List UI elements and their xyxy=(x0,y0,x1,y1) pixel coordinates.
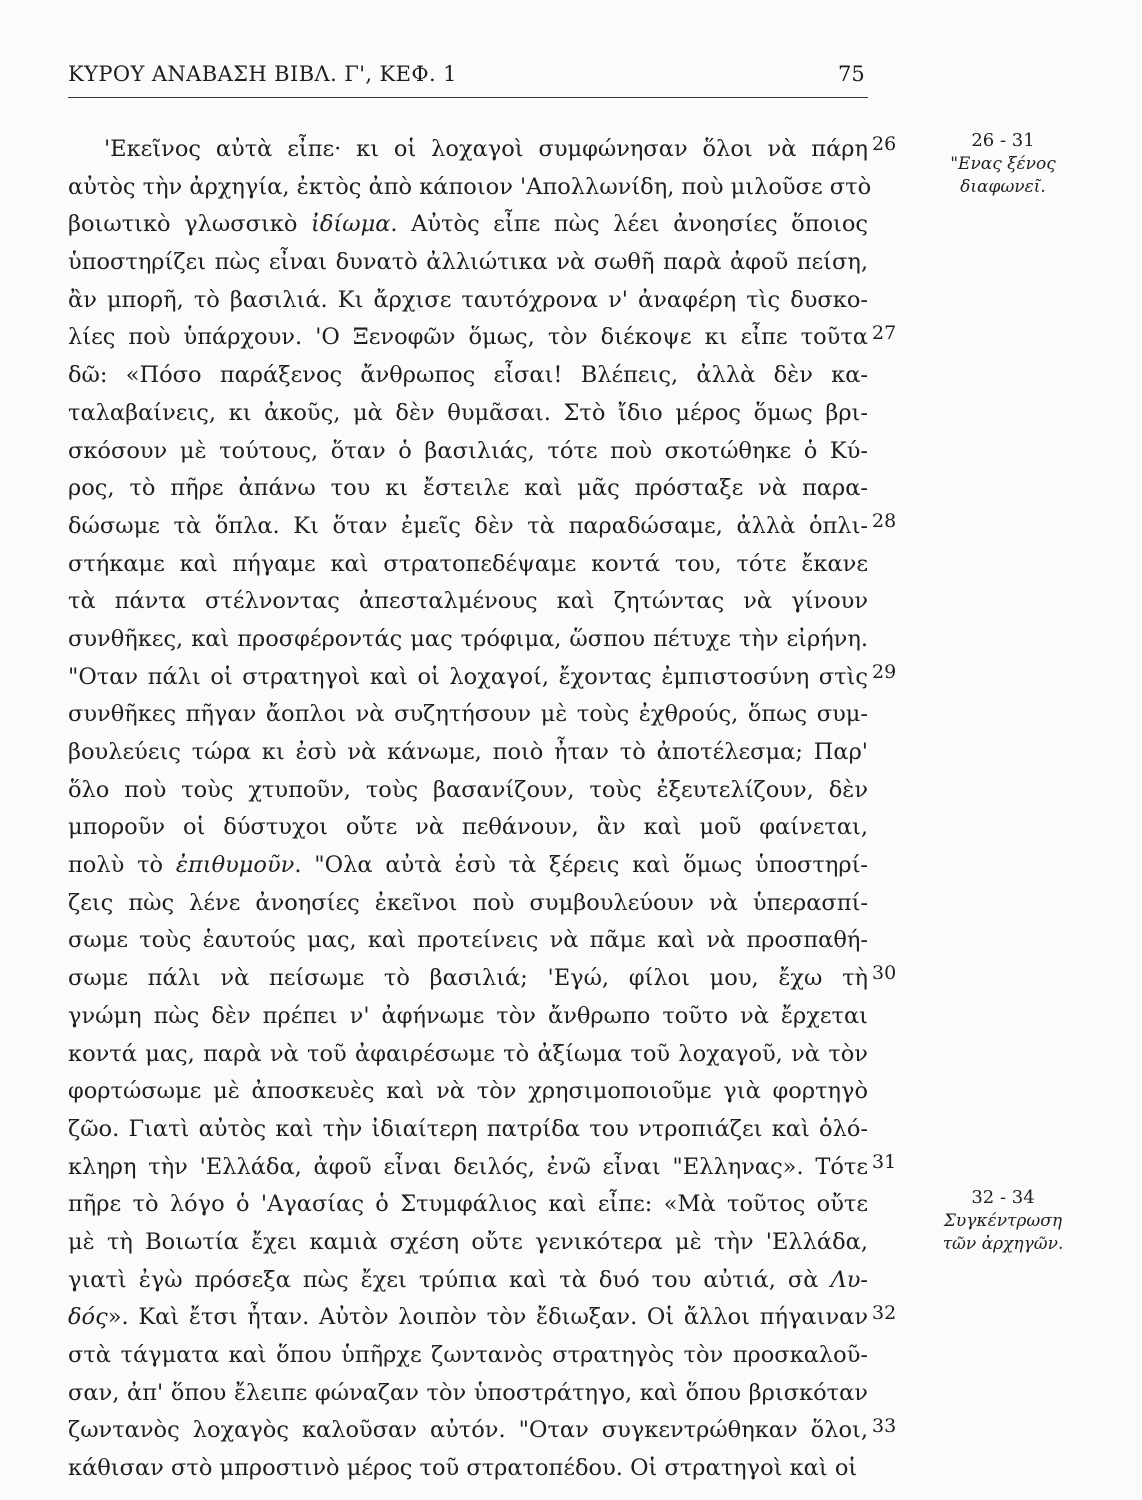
text-line: 'Εκεῖνος αὐτὰ εἶπε· κι οἱ λοχαγοὶ συμφώνησαν ὅλοι νὰ πάρη xyxy=(104,136,868,162)
text-line: τὰ πάντα στέλνοντας ἀπεσταλμένους καὶ ζητώντας νὰ γίνουν xyxy=(68,588,868,615)
text-line: ρος, τὸ πῆρε ἀπάνω του κι ἔστειλε καὶ μᾶς πρόσταξε νὰ παρα- xyxy=(68,475,868,502)
margin-note-line: Συγκέντρωση xyxy=(943,1211,1063,1231)
text-line xyxy=(68,206,868,244)
text-line: "Οταν πάλι οἱ στρατηγοὶ καὶ οἱ λοχαγοί, ἔχοντας ἐμπιστοσύνη στὶς xyxy=(68,663,868,690)
text-line: γνώμη πὼς δὲν πρέπει ν' ἀφήνωμε τὸν ἄνθρωπο τοῦτο νὰ ἔρχεται xyxy=(68,1002,868,1029)
text-line: δῶ: «Πόσο παράξενος ἄνθρωπος εἶσαι! Βλέπεις, ἀλλὰ δὲν κα- xyxy=(68,362,868,389)
section-number: 32 xyxy=(872,1301,897,1324)
section-number: 31 xyxy=(872,1150,897,1173)
text-line: μποροῦν οἱ δύστυχοι οὔτε νὰ πεθάνουν, ἂν καὶ μοῦ φαίνεται, xyxy=(68,814,868,841)
margin-note-line: τῶν ἀρχηγῶν. xyxy=(942,1234,1064,1254)
text-line: συνθῆκες πῆγαν ἄοπλοι νὰ συζητήσουν μὲ τοὺς ἐχθρούς, ὅπως συμ- xyxy=(68,701,868,728)
italic-phrase: δός xyxy=(68,1304,108,1331)
section-number: 28 xyxy=(872,510,897,532)
text-line: στὰ τάγματα καὶ ὅπου ὑπῆρχε ζωντανὸς στρατηγὸς τὸν προσκαλοῦ- xyxy=(68,1342,868,1368)
text-segment: πολὺ τὸ xyxy=(68,852,176,879)
text-line: σωμε τοὺς ἑαυτούς μας, καὶ προτείνεις νὰ πᾶμε καὶ νὰ προσπαθή- xyxy=(68,927,868,954)
italic-phrase: Λυ- xyxy=(830,1266,868,1293)
text-line: φορτώσωμε μὲ ἀποσκευὲς καὶ νὰ τὸν χρησιμοποιοῦμε γιὰ φορτηγὸ xyxy=(68,1078,868,1105)
text-line: σαν, ἀπ' ὅπου ἔλειπε φώναζαν τὸν ὑποστράτηγο, καὶ ὅπου βρισκόταν xyxy=(68,1379,868,1406)
text-line: κάθισαν στὸ μπροστινὸ μέρος τοῦ στρατοπέδου. Οἱ στρατηγοὶ καὶ οἱ xyxy=(68,1455,858,1482)
page-number: 75 xyxy=(838,62,865,86)
margin-note-2 xyxy=(930,1186,1076,1256)
text-line: ὅλο ποὺ τοὺς χτυποῦν, τοὺς βασανίζουν, τοὺς ἐξευτελίζουν, δὲν xyxy=(68,776,868,803)
section-number: 29 xyxy=(872,660,897,683)
margin-note-1 xyxy=(930,129,1076,199)
section-number: 26 xyxy=(872,133,897,155)
text-segment: ». Καὶ ἔτσι ἦταν. Αὐτὸν λοιπὸν τὸν ἔδιωξαν. Οἱ ἄλλοι πήγαιναν xyxy=(107,1304,868,1331)
text-line: σκόσουν μὲ τούτους, ὅταν ὁ βασιλιάς, τότε ποὺ σκοτώθηκε ὁ Κύ- xyxy=(68,437,868,464)
text-line xyxy=(68,1299,868,1337)
margin-note-range: 32 - 34 xyxy=(971,1187,1035,1208)
margin-note-range: 26 - 31 xyxy=(971,130,1035,151)
text-line: ζῶο. Γιατὶ αὐτὸς καὶ τὴν ἰδιαίτερη πατρίδα του ντροπιάζει καὶ ὁλό- xyxy=(68,1115,868,1142)
text-segment: γιατὶ ἐγὼ πρόσεξα πὼς ἔχει τρύπια καὶ τὰ δυό του αὐτιά, σὰ xyxy=(68,1266,831,1293)
text-segment: . "Ολα αὐτὰ ἐσὺ τὰ ξέρεις καὶ ὅμως ὑποστηρί- xyxy=(294,852,868,879)
text-line xyxy=(68,1262,868,1300)
section-number: 33 xyxy=(872,1414,897,1437)
section-number: 27 xyxy=(872,321,897,344)
text-line: δώσωμε τὰ ὅπλα. Κι ὅταν ἐμεῖς δὲν τὰ παραδώσαμε, ἀλλὰ ὁπλι- xyxy=(68,512,868,539)
text-line: ἂν μπορῆ, τὸ βασιλιά. Κι ἄρχισε ταυτόχρονα ν' ἀναφέρη τὶς δυσκο- xyxy=(68,286,868,313)
margin-note-line: διαφωνεῖ. xyxy=(960,177,1046,197)
text-segment: . Αὐτὸς εἶπε πὼς λέει ἀνοησίες ὅποιος xyxy=(390,211,869,238)
header-rule xyxy=(68,97,868,98)
text-line: ταλαβαίνεις, κι ἀκοῦς, μὰ δὲν θυμᾶσαι. Στὸ ἴδιο μέρος ὅμως βρι- xyxy=(68,399,868,426)
text-line: λίες ποὺ ὑπάρχουν. 'Ο Ξενοφῶν ὅμως, τὸν διέκοψε κι εἶπε τοῦτα xyxy=(68,324,868,351)
running-head: ΚΥΡΟΥ ΑΝΑΒΑΣΗ ΒΙΒΛ. Γ', ΚΕΦ. 1 xyxy=(68,62,457,86)
text-line: ζωντανὸς λοχαγὸς καλοῦσαν αὐτόν. "Οταν συγκεντρώθηκαν ὅλοι, xyxy=(68,1417,868,1444)
text-line: αὐτὸς τὴν ἀρχηγία, ἐκτὸς ἀπὸ κάποιον 'Απολλωνίδη, ποὺ μιλοῦσε στὸ xyxy=(68,173,872,200)
text-line: συνθῆκες, καὶ προσφέροντάς μας τρόφιμα, ὥσπου πέτυχε τὴν εἰρήνη. xyxy=(68,625,868,652)
margin-note-line: "Ενας ξένος xyxy=(950,154,1056,174)
text-line: ζεις πὼς λένε ἀνοησίες ἐκεῖνοι ποὺ συμβουλεύουν νὰ ὑπερασπί- xyxy=(68,889,868,916)
text-line: σωμε πάλι νὰ πείσωμε τὸ βασιλιά; 'Εγώ, φίλοι μου, ἔχω τὴ xyxy=(68,965,868,992)
text-segment: βοιωτικὸ γλωσσικὸ xyxy=(68,211,312,238)
section-number: 30 xyxy=(872,962,897,985)
text-line: στήκαμε καὶ πήγαμε καὶ στρατοπεδέψαμε κοντά του, τότε ἔκανε xyxy=(68,550,868,577)
text-line xyxy=(68,847,868,885)
text-line: πῆρε τὸ λόγο ὁ 'Αγασίας ὁ Στυμφάλιος καὶ εἶπε: «Μὰ τοῦτος οὔτε xyxy=(68,1191,868,1218)
text-line: ὑποστηρίζει πὼς εἶναι δυνατὸ ἀλλιώτικα νὰ σωθῆ παρὰ ἀφοῦ πείση, xyxy=(68,249,868,276)
italic-phrase: ἐπιθυμοῦν xyxy=(175,852,295,879)
body-text xyxy=(68,131,872,1488)
text-line: κοντά μας, παρὰ νὰ τοῦ ἀφαιρέσωμε τὸ ἀξίωμα τοῦ λοχαγοῦ, νὰ τὸν xyxy=(68,1040,868,1067)
text-line: κληρη τὴν 'Ελλάδα, ἀφοῦ εἶναι δειλός, ἐνῶ εἶναι "Ελληνας». Τότε xyxy=(68,1153,868,1180)
text-line: βουλεύεις τώρα κι ἐσὺ νὰ κάνωμε, ποιὸ ἦταν τὸ ἀποτέλεσμα; Παρ' xyxy=(68,739,868,765)
italic-phrase: ἰδίωμα xyxy=(311,211,391,238)
text-line: μὲ τὴ Βοιωτία ἔχει καμιὰ σχέση οὔτε γενικότερα μὲ τὴν 'Ελλάδα, xyxy=(68,1228,868,1255)
